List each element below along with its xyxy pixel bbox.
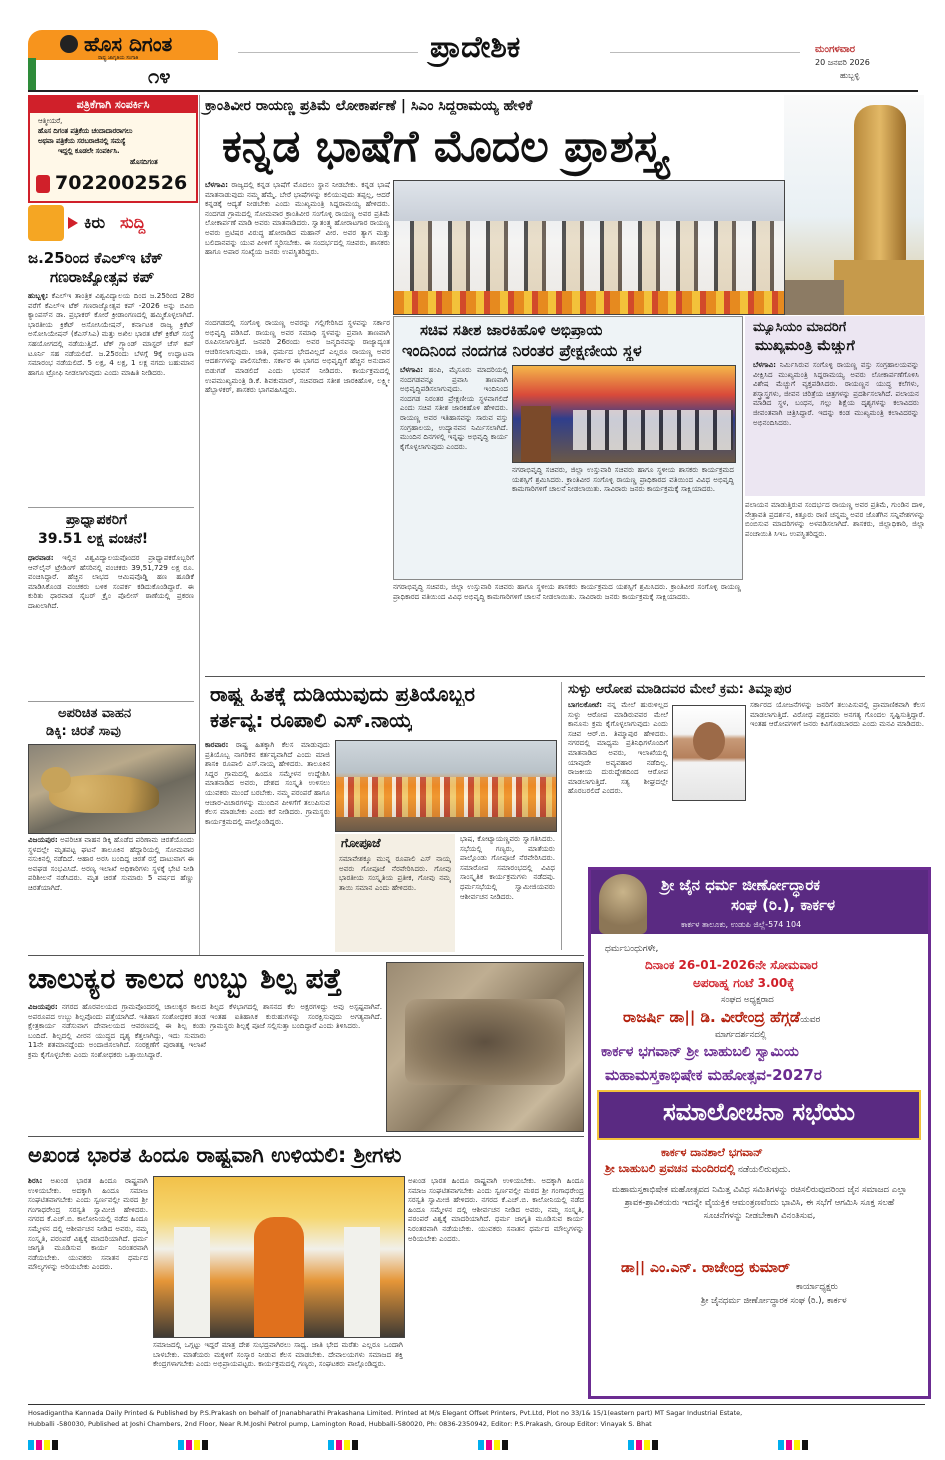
chalukya-body — [28, 1002, 206, 1130]
swamiji-right-person — [344, 1227, 380, 1337]
lead-bottom-body — [393, 582, 741, 670]
rupali-timmapur-divider — [561, 682, 562, 950]
sub-story-box — [393, 316, 743, 580]
footer-line2: Hubballi -580030, Published at Joshi Chambers, 2nd Floor, Near R.M.Joshi Petrol pump, Lamington Road, Hubballi-580020, Ph: 0836-2350942, Editor: P.S.Prakash, Group Editor: Vinayak S. Bhat — [28, 1420, 652, 1428]
gopuje-text: ಸಮಾವೇಶಕ್ಕೂ ಮುನ್ನ ರೂಪಾಲಿ ಎಸ್ ನಾಯ್ಕ ಅವರು ಗೋಪೂಜೆ ನೆರವೇರಿಸಿದರು. ಗೋವು ಭಾರತೀಯ ಸಂಸ್ಕೃತಿಯ ಪ್ರತೀಕ, ಗೋವು ನಮ್ಮ ತಾಯಿ ಸಮಾನ ಎಂದು ಹೇಳಿದರು. — [339, 854, 451, 892]
chalukya-text-2: ಶಿಲ್ಪದ ಕೆಳಭಾಗದಲ್ಲಿ ಶಾಸನದ ಕೆಲ ಅಕ್ಷರಗಳಿದ್ದು ಅವು ಅಸ್ಪಷ್ಟವಾಗಿವೆ. ಇಂತಹ ಐತಿಹಾಸಿಕ ಕುರುಹುಗಳನ್ನು ಸಂರಕ್ಷಿಸುವುದು ಅಗತ್ಯವಾಗಿದೆ. ಗ್ರಾಮಸ್ಥರು ಶಿಲ್ಪಕ್ಕೆ ಪೂಜೆ ಸಲ್ಲಿಸುತ್ತಾ ಬಂದಿದ್ದಾರೆ ಎಂದು ತಿಳಿಸಿದರು. — [210, 1002, 382, 1031]
ceremony-people-row — [394, 221, 784, 301]
rupali-text: ರಾಷ್ಟ್ರ ಹಿತಕ್ಕಾಗಿ ಕೆಲಸ ಮಾಡುವುದು ಪ್ರತಿಯೊಬ್ಬ ನಾಗರಿಕನ ಕರ್ತವ್ಯವಾಗಿದೆ ಎಂದು ಮಾಜಿ ಶಾಸಕಿ ರೂಪಾಲಿ ಎಸ್.ನಾಯ್ಕ ಹೇಳಿದರು. ತಾಲೂಕಿನ ಸಿದ್ದರ ಗ್ರಾಮದಲ್ಲಿ ಹಿಂದೂ ಸಮ್ಮೇಳನ ಉದ್ದೇಶಿಸಿ ಮಾತನಾಡಿದ ಅವರು, ದೇಶದ ಸಂಸ್ಕೃತಿ ಉಳಿಸಲು ಯುವಕರು ಮುಂದೆ ಬರಬೇಕು. ನಮ್ಮ ಪರಂಪರೆ ಹಾಗೂ ಆಚಾರ-ವಿಚಾರಗಳನ್ನು ಮುಂದಿನ ಪೀಳಿಗೆಗೆ ತಲುಪಿಸುವ ಕೆಲಸ ಮಾಡಬೇಕು ಎಂದು ಕರೆ ನೀಡಿದರು. ಗ್ರಾಮಸ್ಥರು ಕಾರ್ಯಕ್ರಮದಲ್ಲಿ ಪಾಲ್ಗೊಂಡಿದ್ದರು. — [205, 740, 330, 826]
lead-body-col2 — [205, 318, 390, 648]
brief1-text: ಕೆಎಲ್‌ಇ ತಾಂತ್ರಿಕ ವಿಶ್ವವಿದ್ಯಾಲಯ ದಿಂದ ಜ.25ರಿಂದ 28ರ ವರೆಗೆ ಕೆಎಲ್‌ಇ ಟೆಕ್ ಗಣರಾಜ್ಯೋತ್ಸವ ಕಪ್ -2026 ಅನ್ನು ಬಿವಿಬಿ ಕ್ಯಾಂಪಸ್‌ನ ಡಾ. ಪ್ರಭಾಕರ್ ಕೋರೆ ಕ್ರೀಡಾಂಗಣದಲ್ಲಿ ಹಮ್ಮಿಕೊಳ್ಳಲಾಗಿದೆ. ಭಾರತೀಯ ಕ್ರಿಕೆಟ್ ಅಸೋಸಿಯೇಷನ್, ಕರ್ನಾಟಕ ರಾಜ್ಯ ಕ್ರಿಕೆಟ್ ಅಸೋಸಿಯೇಷನ್ (ಕೆಎಸ್‌ಸಿಎ) ಮತ್ತು ಅಖಿಲ ಭಾರತ ಟೆಕ್ ಕ್ರಿಕೆಟ್ ಸಂಸ್ಥೆ ಸಹಯೋಗದಲ್ಲಿ ನಡೆಯುತ್ತಿದೆ. ಟೆಕ್ ಗ್ರ್ಯಾಂಡ್ ಮಾಸ್ಟರ್ ಚೆಸ್ ಕಪ್ ಟೂರ್ನಿ ಸಹ ನಡೆಯಲಿದೆ. ಜ.25ರಂದು ಬೆಳಗ್ಗೆ 9ಕ್ಕೆ ಉದ್ಘಾಟನಾ ಸಮಾರಂಭ ನಡೆಯಲಿದೆ. 5 ಲಕ್ಷ, 4 ಲಕ್ಷ, 1 ಲಕ್ಷ ನಗದು ಬಹುಮಾನ ಹಾಗೂ ಟ್ರೋಫಿ ನೀಡಲಾಗುವುದು ಎಂದು ಮಾಹಿತಿ ನೀಡಿದರು. — [28, 291, 194, 377]
akhanda-dateline: ಶಿರಸಿ: — [28, 1176, 43, 1185]
statue-photo — [784, 95, 924, 315]
ad-banner-text: ಸಮಾಲೋಚನಾ ಸಭೆಯು — [662, 1098, 855, 1126]
ad-venue-line2 — [605, 1162, 791, 1176]
chalukya-dateline: ವಿಜಯಪುರ: — [28, 1002, 58, 1011]
contact-phone: 7022002526 — [55, 172, 188, 194]
brief3-dateline: ವಿಜಯಪುರ: — [28, 835, 58, 844]
logo-tagline: ರಾಷ್ಟ್ರ ಜಾಗೃತಿಯ ಸಂಗಾತಿ — [98, 55, 139, 61]
masthead-bottom-rule — [28, 90, 918, 92]
lead-body-col1 — [205, 180, 390, 315]
lead-text-col2: ನಂದಗಡದಲ್ಲಿ ಸಂಗೊಳ್ಳಿ ರಾಯಣ್ಣ ಅವರನ್ನು ಗಲ್ಲಿಗೇರಿಸಿದ ಸ್ಥಳವನ್ನು ಸರ್ಕಾರ ಅಭಿವೃದ್ಧಿ ಪಡಿಸಿದೆ. ರಾಯಣ್ಣ ಅವರ ಸಮಾಧಿ ಸ್ಥಳವನ್ನು ಪ್ರವಾಸಿ ತಾಣವಾಗಿ ರೂಪಿಸಲಾಗುತ್ತಿದೆ. ಜನವರಿ 26ರಂದು ಅವರ ಜನ್ಮದಿನವನ್ನು ರಾಜ್ಯಾದ್ಯಂತ ಆಚರಿಸಲಾಗುವುದು. ಜಾತಿ, ಧರ್ಮದ ಭೇದವಿಲ್ಲದೆ ಎಲ್ಲರೂ ರಾಯಣ್ಣ ಅವರ ಆದರ್ಶಗಳನ್ನು ಪಾಲಿಸಬೇಕು. ಸರ್ಕಾರ ಈ ಭಾಗದ ಅಭಿವೃದ್ಧಿಗೆ ಹೆಚ್ಚಿನ ಅನುದಾನ ಬಿಡುಗಡೆ ಮಾಡಲಿದೆ ಎಂದು ಭರವಸೆ ನೀಡಿದರು. ಕಾರ್ಯಕ್ರಮದಲ್ಲಿ ಉಪಮುಖ್ಯಮಂತ್ರಿ ಡಿ.ಕೆ. ಶಿವಕುಮಾರ್, ಸಚಿವರಾದ ಸತೀಶ ಜಾರಕಿಹೊಳಿ, ಲಕ್ಷ್ಮೀ ಹೆಬ್ಬಾಳಕರ್, ಶಾಸಕರು ಭಾಗವಹಿಸಿದ್ದರು. — [205, 318, 390, 395]
brief3-text: ಅಪರಿಚಿತ ವಾಹನ ಡಿಕ್ಕಿ ಹೊಡೆದ ಪರಿಣಾಮ ಚಿರತೆಯೊಂದು ಸ್ಥಳದಲ್ಲೇ ಮೃತಪಟ್ಟ ಘಟನೆ ತಾಲೂಕಿನ ಹೆದ್ದಾರಿಯಲ್ಲಿ ಸೋಮವಾರ ನಸುಕಿನಲ್ಲಿ ನಡೆದಿದೆ. ಆಹಾರ ಅರಸಿ ಬಂದಿದ್ದ ಚಿರತೆ ರಸ್ತೆ ದಾಟುವಾಗ ಈ ಅವಘಡ ಸಂಭವಿಸಿದೆ. ಅರಣ್ಯ ಇಲಾಖೆ ಅಧಿಕಾರಿಗಳು ಸ್ಥಳಕ್ಕೆ ಭೇಟಿ ನೀಡಿ ಪರಿಶೀಲನೆ ನಡೆಸಿದರು. ಮೃತ ಚಿರತೆ ಸುಮಾರು 5 ವರ್ಷದ ಹೆಣ್ಣು ಚಿರತೆಯಾಗಿದೆ. — [28, 835, 194, 892]
brief2-dateline: ಧಾರವಾಡ: — [28, 553, 54, 562]
side-story-headline-1: ಮ್ಯೂಸಿಯಂ ಮಾದರಿಗೆ — [753, 320, 847, 335]
relief-sculpture-photo — [386, 962, 584, 1132]
satish-stage-people — [573, 410, 733, 450]
side-story-body — [753, 360, 919, 492]
lead-bottom-rule — [205, 676, 925, 677]
brief1-headline-2: ಗಣರಾಜ್ಯೋತ್ಸವ ಕಪ್ — [50, 268, 155, 286]
contact-box-title: ಪತ್ರಿಕೆಗಾಗಿ ಸಂಪರ್ಕಿಸಿ — [30, 97, 196, 113]
ad-presidency: ಸಂಘದ ಅಧ್ಯಕ್ಷರಾದ — [721, 995, 774, 1005]
ad-appeal: ಮಹಾಮಸ್ತಕಾಭಿಷೇಕ ಮಹೋತ್ಸವದ ನಿಮಿತ್ತ ವಿವಿಧ ಸಮಿತಿಗಳನ್ನು ರಚಿಸಲಿರುವುದರಿಂದ ಜೈನ ಸಮಾಜದ ಎಲ್ಲಾ ಶ್ರಾವಕ-ಶ್ರಾವಿಕಯರು ಇದನ್ನೇ ವೈಯಕ್ತಿಕ ಆಮಂತ್ರಣವೆಂದು ಭಾವಿಸಿ, ಈ ಸಭೆಗೆ ಆಗಮಿಸಿ ಸೂಕ್ತ ಸಲಹೆ ಸೂಚನೆಗಳನ್ನು ನೀಡಬೇಕಾಗಿ ವಿನಂತಿಸುವ, — [612, 1185, 907, 1221]
ad-event-line2: ಮಹಾಮಸ್ತಕಾಭಿಷೇಕ ಮಹೋತ್ಸವ-2027ರ — [605, 1066, 822, 1084]
akhanda-body-photo-caption — [153, 1340, 403, 1400]
satish-podium — [521, 406, 551, 462]
contact-line1: ಆತ್ಮೀಯರೆ, — [38, 117, 63, 125]
ad-chief — [623, 1008, 820, 1026]
akhanda-body-3 — [408, 1176, 584, 1400]
swamiji-left-person — [174, 1227, 210, 1337]
edition: ಹುಬ್ಬಳ್ಳಿ — [840, 71, 860, 80]
ad-chief-name: ರಾಜರ್ಷಿ ಡಾ|| ಡಿ. ವೀರೇಂದ್ರ ಹೆಗ್ಗಡೆ — [623, 1008, 801, 1026]
section-title: ಪ್ರಾದೇಶಿಕ — [430, 30, 521, 65]
bahubali-icon — [599, 874, 647, 934]
ad-venue-name: ಶ್ರೀ ಬಾಹುಬಲಿ ಪ್ರವಚನ ಮಂದಿರದಲ್ಲಿ — [605, 1162, 736, 1175]
mid-bottom-rule — [28, 955, 584, 956]
brief2-headline-2: 39.51 ಲಕ್ಷ ವಂಚನೆ! — [38, 531, 149, 547]
akhanda-body — [28, 1176, 148, 1400]
gopuje-box — [335, 834, 455, 952]
side-story-box — [745, 316, 925, 496]
lead-headline: ಕನ್ನಡ ಭಾಷೆಗೆ ಮೊದಲ ಪ್ರಾಶಸ್ತ್ಯ — [222, 121, 666, 172]
date: 20 ಜನವರಿ 2026 — [815, 58, 870, 67]
phone-icon — [36, 175, 50, 193]
brief-divider-2 — [28, 701, 194, 702]
ad-org-line2: ಸಂಘ (ರಿ.), ಕಾರ್ಕಳ — [731, 896, 836, 914]
ad-greeting: ಧರ್ಮಬಂಧುಗಳೇ, — [605, 944, 659, 954]
left-column-divider — [199, 95, 200, 955]
ad-date-line: ದಿನಾಂಕ 26-01-2026ನೇ ಸೋಮವಾರ — [645, 958, 818, 972]
contact-box — [28, 95, 198, 203]
chalukya-bottom-rule — [28, 1136, 584, 1137]
timmapur-dateline: ಬಾಗಲಕೋಟೆ: — [568, 700, 603, 709]
sub-story-headline-1: ಸಚಿವ ಸತೀಶ ಜಾರಕಿಹೊಳಿ ಅಭಿಪ್ರಾಯ — [420, 321, 603, 339]
timmapur-body — [568, 700, 668, 860]
brief2-text: ಇಲ್ಲಿನ ವಿಶ್ವವಿದ್ಯಾಲಯವೊಂದರ ಪ್ರಾಧ್ಯಾಪಕರೊಬ್ಬರಿಗೆ ಆನ್‌ಲೈನ್ ಟ್ರೇಡಿಂಗ್ ಹೆಸರಿನಲ್ಲಿ ವಂಚಕರು 39,51,729 ಲಕ್ಷ ರೂ. ವಂಚಿಸಿದ್ದಾರೆ. ಹೆಚ್ಚಿನ ಲಾಭದ ಆಮಿಷವೊಡ್ಡಿ ಹಣ ಹೂಡಿಕೆ ಮಾಡಿಸಿಕೊಂಡ ವಂಚಕರು ಬಳಿಕ ಸಂಪರ್ಕ ಕಡಿದುಕೊಂಡಿದ್ದಾರೆ. ಈ ಕುರಿತು ಧಾರವಾಡ ಸೈಬರ್ ಕ್ರೈಂ ಪೊಲೀಸ್ ಠಾಣೆಯಲ್ಲಿ ಪ್ರಕರಣ ದಾಖಲಾಗಿದೆ. — [28, 553, 194, 610]
kirusuddi-pointer — [68, 217, 78, 229]
side-story-text: ನಿರ್ಮಿಸಿರುವ ಸಂಗೊಳ್ಳಿ ರಾಯಣ್ಣ ವಸ್ತು ಸಂಗ್ರಹಾಲಯವನ್ನು ವೀಕ್ಷಿಸಿದ ಮುಖ್ಯಮಂತ್ರಿ ಸಿದ್ದರಾಮಯ್ಯ ಅವರು ಲೋಕಾರ್ಪಣೆಗೊಳಿಸಿ ವಿಶೇಷ ಮೆಚ್ಚುಗೆ ವ್ಯಕ್ತಪಡಿಸಿದರು. ರಾಯಣ್ಣನ ಯುದ್ಧ ಕಲೆಗಳು, ಶಸ್ತ್ರಾಸ್ತ್ರಗಳು, ಜೀವನ ಚರಿತ್ರೆಯ ಚಿತ್ರಗಳನ್ನು ಪ್ರದರ್ಶಿಸಲಾಗಿದೆ. ಪಲಾಯನ ಮಾಡಿದ ಸ್ಥಳ, ಬಂಧನ, ಗಲ್ಲು ಶಿಕ್ಷೆಯ ದೃಶ್ಯಗಳನ್ನು ಕಲಾವಿದರು ಜೀವಂತವಾಗಿ ಚಿತ್ರಿಸಿದ್ದಾರೆ. ಇದನ್ನು ಕಂಡ ಮುಖ್ಯಮಂತ್ರಿ ಕಲಾವಿದರನ್ನು ಅಭಿನಂದಿಸಿದರು. — [753, 360, 919, 427]
side-story-headline-2: ಮುಖ್ಯಮಂತ್ರಿ ಮೆಚ್ಚುಗೆ — [755, 338, 855, 354]
brief1-body — [28, 291, 194, 503]
swamiji-figure — [254, 1217, 304, 1337]
chalukya-headline: ಚಾಲುಕ್ಯರ ಕಾಲದ ಉಬ್ಬು ಶಿಲ್ಪ ಪತ್ತೆ — [28, 962, 342, 995]
satish-photo — [512, 365, 736, 463]
side-story-body-2 — [745, 500, 925, 672]
rupali-dateline: ಕಾರವಾರ: — [205, 740, 229, 749]
footer-line1: Hosadigantha Kannada Daily Printed & Published by P.S.Prakash on behalf of Jnanabharathi Prakashana Limited. Printed at M/s Elegant Offset Printers, Pvt.Ltd, Plot no 33/1& 15/1(eastern part) MT Sagar Industrial Estate, — [28, 1409, 743, 1417]
lead-dateline: ಬೆಳಗಾವಿ: — [205, 180, 229, 189]
brief-divider-1 — [28, 507, 194, 508]
rupali-text-2: ಭಾಷ, ಕೋಟ್ಯಾಯಣ್ಣವರು ಸ್ವಾಗತಿಸಿದರು. ಸಭೆಯಲ್ಲಿ ಗಣ್ಯರು, ಮಾತೆಯರು ಪಾಲ್ಗೊಂಡು ಗೋಪೂಜೆ ನೆರವೇರಿಸಿದರು. ಸಮಾರೋಪ ಸಮಾರಂಭದಲ್ಲಿ ವಿವಿಧ ಸಾಂಸ್ಕೃತಿಕ ಕಾರ್ಯಕ್ರಮಗಳು ನಡೆದವು. ಧರ್ಮಸಭೆಯಲ್ಲಿ ಸ್ವಾಮೀಜಿಯವರು ಆಶೀರ್ವಚನ ನೀಡಿದರು. — [460, 834, 555, 901]
lead-text-col1: ರಾಜ್ಯದಲ್ಲಿ ಕನ್ನಡ ಭಾಷೆಗೆ ಮೊದಲು ಸ್ಥಾನ ನೀಡಬೇಕು. ಕನ್ನಡ ಭಾಷೆ ಮಾತನಾಡುವುದು ನಮ್ಮ ಹೆಮ್ಮೆ. ಬೇರೆ ಭಾಷೆಗಳನ್ನು ಕಲಿಯುವುದು ತಪ್ಪಲ್ಲ, ಆದರೆ ಕನ್ನಡಕ್ಕೆ ಆದ್ಯತೆ ನೀಡಬೇಕು ಎಂದು ಮುಖ್ಯಮಂತ್ರಿ ಸಿದ್ದರಾಮಯ್ಯ ಹೇಳಿದರು. ನಂದಗಡ ಗ್ರಾಮದಲ್ಲಿ ಸೋಮವಾರ ಕ್ರಾಂತಿವೀರ ಸಂಗೊಳ್ಳಿ ರಾಯಣ್ಣ ಅವರ ಪ್ರತಿಮೆ ಲೋಕಾರ್ಪಣೆ ಮಾಡಿ ಅವರು ಮಾತನಾಡಿದರು. ಸ್ವಾತಂತ್ರ್ಯ ಹೋರಾಟಗಾರ ರಾಯಣ್ಣ ಅವರು ಬ್ರಿಟಿಷರ ವಿರುದ್ಧ ಹೋರಾಡಿದ ಮಹಾನ್ ವೀರ. ಅವರ ತ್ಯಾಗ ಮತ್ತು ಬಲಿದಾನವನ್ನು ಯುವ ಪೀಳಿಗೆ ಸ್ಮರಿಸಬೇಕು. ಈ ಸಂದರ್ಭದಲ್ಲಿ ಸಚಿವರು, ಶಾಸಕರು ಹಾಗೂ ಅಪಾರ ಸಂಖ್ಯೆಯ ಜನರು ಉಪಸ್ಥಿತರಿದ್ದರು. — [205, 180, 390, 257]
jain-ad — [588, 867, 931, 1399]
ad-guidance: ಮಾರ್ಗದರ್ಶನದಲ್ಲಿ — [715, 1030, 767, 1040]
brief3-headline-2: ಡಿಕ್ಕಿ: ಚಿರತೆ ಸಾವು — [46, 724, 121, 739]
rupali-body — [205, 740, 330, 952]
logo-sun-icon — [60, 35, 78, 53]
brief1-dateline: ಹುಬ್ಬಳ್ಳಿ: — [28, 291, 49, 300]
contact-line4: ಇದ್ದಲ್ಲಿ ಕೂಡಲೇ ಸಂಪರ್ಕಿಸಿ. — [58, 147, 120, 155]
timmapur-face — [693, 722, 725, 760]
timmapur-text: ನನ್ನ ಮೇಲೆ ಹುರುಳಿಲ್ಲದ ಸುಳ್ಳು ಆರೋಪ ಮಾಡಿರುವವರ ಮೇಲೆ ಕಾನೂನು ಕ್ರಮ ಕೈಗೊಳ್ಳಲಾಗುವುದು ಎಂದು ಸಚಿವ ಆರ್.ಬಿ. ತಿಮ್ಮಾಪುರ ಹೇಳಿದರು. ನಗರದಲ್ಲಿ ಮಾಧ್ಯಮ ಪ್ರತಿನಿಧಿಗಳೊಂದಿಗೆ ಮಾತನಾಡಿದ ಅವರು, ಇಲಾಖೆಯಲ್ಲಿ ಯಾವುದೇ ಅವ್ಯವಹಾರ ನಡೆದಿಲ್ಲ. ರಾಜಕೀಯ ದುರುದ್ದೇಶದಿಂದ ಆರೋಪ ಮಾಡಲಾಗುತ್ತಿದೆ. ಸತ್ಯ ಶೀಘ್ರದಲ್ಲೇ ಹೊರಬರಲಿದೆ ಎಂದರು. — [568, 700, 668, 796]
rupali-headline-2: ಕರ್ತವ್ಯ: ರೂಪಾಲಿ ಎಸ್.ನಾಯ್ಕ — [210, 708, 413, 732]
ad-secretary-title: ಕಾರ್ಯಾಧ್ಯಕ್ಷರು — [796, 1282, 838, 1292]
brief2-body — [28, 553, 194, 699]
statue-figure — [854, 105, 906, 265]
ad-secretary: ಡಾ|| ಎಂ.ಎನ್. ರಾಜೇಂದ್ರ ಕುಮಾರ್ — [621, 1260, 791, 1276]
brief3-body — [28, 835, 194, 951]
masthead-logo-block — [28, 30, 218, 92]
sub-story-text-2: ನಗರಾಭಿವೃದ್ಧಿ ಸಚಿವರು, ಜಿಲ್ಲಾ ಉಸ್ತುವಾರಿ ಸಚಿವರು ಹಾಗೂ ಸ್ಥಳೀಯ ಶಾಸಕರು ಕಾರ್ಯಕ್ರಮದ ಯಶಸ್ಸಿಗೆ ಶ್ರಮಿಸಿದರು. ಕ್ರಾಂತಿವೀರ ಸಂಗೊಳ್ಳಿ ರಾಯಣ್ಣ ಪ್ರಾಧಿಕಾರದ ವತಿಯಿಂದ ವಿವಿಧ ಅಭಿವೃದ್ಧಿ ಕಾಮಗಾರಿಗಳಿಗೆ ಚಾಲನೆ ನೀಡಲಾಯಿತು. ಸಾವಿರಾರು ಜನರು ಕಾರ್ಯಕ್ರಮಕ್ಕೆ ಸಾಕ್ಷಿಯಾದರು. — [512, 465, 734, 494]
ad-time-line: ಅಪರಾಹ್ನ ಗಂಟೆ 3.00ಕ್ಕೆ — [693, 976, 795, 990]
timmapur-body-2 — [750, 700, 925, 860]
timmapur-photo — [672, 705, 746, 801]
chalukya-text: ನಗರದ ಹೊರವಲಯದ ಗ್ರಾಮವೊಂದರಲ್ಲಿ ಚಾಲುಕ್ಯರ ಕಾಲದ ಅಪರೂಪದ ಉಬ್ಬು ಶಿಲ್ಪವೊಂದು ಪತ್ತೆಯಾಗಿದೆ. ಇತಿಹಾಸ ಸಂಶೋಧಕರ ತಂಡ ಕ್ಷೇತ್ರಕಾರ್ಯ ನಡೆಸುವಾಗ ದೇವಾಲಯದ ಆವರಣದಲ್ಲಿ ಈ ಶಿಲ್ಪ ಕಂಡು ಬಂದಿದೆ. ಶಿಲ್ಪದಲ್ಲಿ ವೀರನ ಯುದ್ಧದ ದೃಶ್ಯ ಕೆತ್ತಲಾಗಿದ್ದು, ಇದು ಸುಮಾರು 11ನೇ ಶತಮಾನದ್ದೆಂದು ಅಂದಾಜಿಸಲಾಗಿದೆ. ಸಂರಕ್ಷಣೆಗೆ ಪುರಾತತ್ವ ಇಲಾಖೆ ಕ್ರಮ ಕೈಗೊಳ್ಳಬೇಕು ಎಂದು ಸಂಶೋಧಕರು ಒತ್ತಾಯಿಸಿದ್ದಾರೆ. — [28, 1002, 206, 1059]
rupali-photo — [335, 740, 557, 832]
masthead — [0, 0, 945, 92]
section-rule-right — [610, 52, 800, 53]
ceremony-flowers — [394, 291, 784, 314]
sub-story-body — [400, 365, 508, 575]
kirusuddi-part2: ಸುದ್ದಿ — [120, 213, 146, 232]
akhanda-text-2: ಸಮಾಜದಲ್ಲಿ ಒಗ್ಗಟ್ಟು ಇದ್ದರೆ ಮಾತ್ರ ದೇಶ ಸುಭದ್ರವಾಗಿರಲು ಸಾಧ್ಯ. ಜಾತಿ ಭೇದ ಮರೆತು ಎಲ್ಲರೂ ಒಂದಾಗಿ ಬಾಳಬೇಕು. ಮಾತೆಯರು ಮಕ್ಕಳಿಗೆ ಸಂಸ್ಕಾರ ನೀಡುವ ಕೆಲಸ ಮಾಡಬೇಕು. ದೇವಾಲಯಗಳು ಸಮಾಜದ ಶಕ್ತಿ ಕೇಂದ್ರಗಳಾಗಬೇಕು ಎಂದು ಅಭಿಪ್ರಾಯಪಟ್ಟರು. ಕಾರ್ಯಕ್ರಮದಲ್ಲಿ ಗಣ್ಯರು, ಸಂಘಟಕರು ಪಾಲ್ಗೊಂಡಿದ್ದರು. — [153, 1340, 403, 1369]
akhanda-headline: ಅಖಂಡ ಭಾರತ ಹಿಂದೂ ರಾಷ್ಟ್ರವಾಗಿ ಉಳಿಯಲಿ: ಶ್ರೀಗಳು — [28, 1143, 402, 1167]
kirusuddi-part1: ಕಿರು — [84, 213, 106, 232]
swamiji-photo — [153, 1176, 405, 1338]
ad-banner — [597, 1090, 921, 1140]
ad-address: ಕಾರ್ಕಳ ತಾಲೂಕು, ಉಡುಪಿ ಜಿಲ್ಲೆ-574 104 — [681, 920, 802, 929]
page-number: ೧೪ — [148, 64, 171, 88]
gopuje-body — [339, 854, 451, 950]
rupali-body-2 — [460, 834, 555, 952]
ad-event-line1: ಕಾರ್ಕಳ ಭಗವಾನ್ ಶ್ರೀ ಬಾಹುಬಲಿ ಸ್ವಾಮಿಯ — [601, 1044, 799, 1060]
sub-story-body-2 — [512, 465, 734, 575]
kirusuddi-label — [28, 205, 194, 241]
statue-pedestal — [834, 260, 924, 315]
hand-pointer-icon — [28, 205, 64, 241]
side-story-text-2: ಪಲಾಯನ ಮಾಡುತ್ತಿರುವ ಸಂದರ್ಭದ ರಾಯಣ್ಣ ಅವರ ಪ್ರತಿಮೆ, ಗುಂಡಿನ ದಾಳಿ, ನೇತ್ರಾವತಿ ಪ್ರದರ್ಶನ, ಕಿತ್ತೂರು ರಾಣಿ ಚನ್ನಮ್ಮ ಅವರ ಜೊತೆಗಿನ ಸನ್ನಿವೇಶಗಳನ್ನು ಬಿಂಬಿಸುವ ಮಾದರಿಗಳನ್ನು ಅಳವಡಿಸಲಾಗಿದೆ. ಶಾಸಕರು, ಜಿಲ್ಲಾಧಿಕಾರಿ, ಜಿಲ್ಲಾ ಪಂಚಾಯಿತಿ ಸಿಇಒ ಉಪಸ್ಥಿತರಿದ್ದರು. — [745, 500, 925, 538]
footer-rule — [28, 1404, 925, 1405]
relief-panel — [405, 999, 565, 1085]
leopard-head — [41, 767, 71, 793]
ad-venue-line1: ಕಾರ್ಕಳ ದಾನಶಾಲೆ ಭಗವಾನ್ — [661, 1146, 763, 1159]
rupali-headline-1: ರಾಷ್ಟ್ರ ಹಿತಕ್ಕೆ ದುಡಿಯುವುದು ಪ್ರತಿಯೊಬ್ಬರ — [210, 682, 475, 706]
weekday: ಮಂಗಳವಾರ — [815, 44, 856, 55]
ad-venue-suffix: ನಡೆಯಲಿರುವುದು. — [735, 1165, 791, 1175]
brief1-headline-1: ಜ.25ರಿಂದ ಕೆಎಲ್‌ಇ ಟೆಕ್ — [28, 249, 163, 267]
timmapur-headline: ಸುಳ್ಳು ಆರೋಪ ಮಾಡಿದವರ ಮೇಲೆ ಕ್ರಮ: ತಿಮ್ಮಾಪುರ — [568, 682, 792, 697]
rupali-crowd — [336, 777, 556, 817]
contact-sign: ಹೊಸದಿಗಂತ — [130, 158, 158, 166]
ad-secretary-org: ಶ್ರೀ ಜೈನಧರ್ಮ ಜೀರ್ಣೋದ್ಧಾರಕ ಸಂಘ (ರಿ.), ಕಾರ್ಕಳ — [701, 1296, 847, 1306]
lead-kicker-text: ಕ್ರಾಂತಿವೀರ ರಾಯಣ್ಣ ಪ್ರತಿಮೆ ಲೋಕಾರ್ಪಣೆ | ಸಿಎಂ ಸಿದ್ದರಾಮಯ್ಯ ಹೇಳಿಕೆ — [205, 98, 533, 114]
logo-text: ಹೊಸ ದಿಗಂತ — [84, 32, 173, 56]
akhanda-text-3: ಅಖಂಡ ಭಾರತ ಹಿಂದೂ ರಾಷ್ಟ್ರವಾಗಿ ಉಳಿಯಬೇಕು. ಅದಕ್ಕಾಗಿ ಹಿಂದೂ ಸಮಾಜ ಸಂಘಟಿತವಾಗಬೇಕು ಎಂದು ಸ್ವರ್ಣವಲ್ಲೀ ಮಠದ ಶ್ರೀ ಗಂಗಾಧರೇಂದ್ರ ಸರಸ್ವತಿ ಸ್ವಾಮೀಜಿ ಹೇಳಿದರು. ನಗರದ ಕೆ.ಎಚ್.ಬಿ. ಕಾಲೋನಿಯಲ್ಲಿ ನಡೆದ ಹಿಂದೂ ಸಮ್ಮೇಳನ ದಲ್ಲಿ ಆಶೀರ್ವಚನ ನೀಡಿದ ಅವರು, ನಮ್ಮ ಸಂಸ್ಕೃತಿ, ಪರಂಪರೆ ವಿಶ್ವಕ್ಕೆ ಮಾದರಿಯಾಗಿದೆ. ಧರ್ಮ ಜಾಗೃತಿ ಮೂಡಿಸುವ ಕಾರ್ಯ ನಿರಂತರವಾಗಿ ನಡೆಯಬೇಕು. ಯುವಕರು ಸನಾತನ ಧರ್ಮದ ಮೌಲ್ಯಗಳನ್ನು ಅರಿಯಬೇಕು ಎಂದರು. — [408, 1176, 584, 1243]
lead-bottom-text: ನಗರಾಭಿವೃದ್ಧಿ ಸಚಿವರು, ಜಿಲ್ಲಾ ಉಸ್ತುವಾರಿ ಸಚಿವರು ಹಾಗೂ ಸ್ಥಳೀಯ ಶಾಸಕರು ಕಾರ್ಯಕ್ರಮದ ಯಶಸ್ಸಿಗೆ ಶ್ರಮಿಸಿದರು. ಕ್ರಾಂತಿವೀರ ಸಂಗೊಳ್ಳಿ ರಾಯಣ್ಣ ಪ್ರಾಧಿಕಾರದ ವತಿಯಿಂದ ವಿವಿಧ ಅಭಿವೃದ್ಧಿ ಕಾಮಗಾರಿಗಳಿಗೆ ಚಾಲನೆ ನೀಡಲಾಯಿತು. ಸಾವಿರಾರು ಜನರು ಕಾರ್ಯಕ್ರಮಕ್ಕೆ ಸಾಕ್ಷಿಯಾದರು. — [393, 582, 741, 601]
sub-story-dateline: ಬೆಳಗಾವಿ: — [400, 365, 424, 374]
side-story-dateline: ಬೆಳಗಾವಿ: — [753, 360, 777, 369]
brief2-headline-1: ಪ್ರಾಧ್ಯಾಪಕರಿಗೆ — [66, 512, 128, 528]
contact-line2: ಹೊಸ ದಿಗಂತ ಪತ್ರಿಕೆಯ ಚಂದಾದಾರರಾಗಲು — [38, 127, 133, 135]
registration-marks — [28, 1440, 925, 1450]
sub-story-headline-2: ಇಂದಿನಿಂದ ನಂದಗಡ ನಿರಂತರ ಪ್ರೇಕ್ಷಣೀಯ ಸ್ಥಳ — [402, 341, 642, 360]
sub-story-text: ಹಂಪಿ, ಮೈಸೂರು ಮಾದರಿಯಲ್ಲಿ ನಂದಗಡವನ್ನೂ ಪ್ರವಾಸಿ ತಾಣವಾಗಿ ಅಭಿವೃದ್ಧಿಪಡಿಸಲಾಗುವುದು. ಇಂದಿನಿಂದ ನಂದಗಡ ನಿರಂತರ ಪ್ರೇಕ್ಷಣೀಯ ಸ್ಥಳವಾಗಲಿದೆ ಎಂದು ಸಚಿವ ಸತೀಶ ಜಾರಕಿಹೊಳಿ ಹೇಳಿದರು. ರಾಯಣ್ಣ ಅವರ ಇತಿಹಾಸವನ್ನು ಸಾರುವ ವಸ್ತು ಸಂಗ್ರಹಾಲಯ, ಉದ್ಯಾನವನ ನಿರ್ಮಿಸಲಾಗಿದೆ. ಮುಂದಿನ ದಿನಗಳಲ್ಲಿ ಇನ್ನಷ್ಟು ಅಭಿವೃದ್ಧಿ ಕಾರ್ಯ ಕೈಗೊಳ್ಳಲಾಗುವುದು ಎಂದರು. — [400, 365, 508, 451]
section-rule-left — [238, 52, 418, 53]
timmapur-text-2: ಸರ್ಕಾರದ ಯೋಜನೆಗಳನ್ನು ಜನರಿಗೆ ತಲುಪಿಸುವಲ್ಲಿ ಪ್ರಾಮಾಣಿಕವಾಗಿ ಕೆಲಸ ಮಾಡಲಾಗುತ್ತಿದೆ. ವಿರೋಧ ಪಕ್ಷದವರು ಅನಗತ್ಯ ಗೊಂದಲ ಸೃಷ್ಟಿಸುತ್ತಿದ್ದಾರೆ. ಇಂತಹ ಆರೋಪಗಳಿಗೆ ಜನರು ಕಿವಿಗೊಡಬಾರದು ಎಂದು ಮನವಿ ಮಾಡಿದರು. — [750, 700, 925, 729]
logo-green-bar — [28, 58, 36, 92]
akhanda-text: ಅಖಂಡ ಭಾರತ ಹಿಂದೂ ರಾಷ್ಟ್ರವಾಗಿ ಉಳಿಯಬೇಕು. ಅದಕ್ಕಾಗಿ ಹಿಂದೂ ಸಮಾಜ ಸಂಘಟಿತವಾಗಬೇಕು ಎಂದು ಸ್ವರ್ಣವಲ್ಲೀ ಮಠದ ಶ್ರೀ ಗಂಗಾಧರೇಂದ್ರ ಸರಸ್ವತಿ ಸ್ವಾಮೀಜಿ ಹೇಳಿದರು. ನಗರದ ಕೆ.ಎಚ್.ಬಿ. ಕಾಲೋನಿಯಲ್ಲಿ ನಡೆದ ಹಿಂದೂ ಸಮ್ಮೇಳನ ದಲ್ಲಿ ಆಶೀರ್ವಚನ ನೀಡಿದ ಅವರು, ನಮ್ಮ ಸಂಸ್ಕೃತಿ, ಪರಂಪರೆ ವಿಶ್ವಕ್ಕೆ ಮಾದರಿಯಾಗಿದೆ. ಧರ್ಮ ಜಾಗೃತಿ ಮೂಡಿಸುವ ಕಾರ್ಯ ನಿರಂತರವಾಗಿ ನಡೆಯಬೇಕು. ಯುವಕರು ಸನಾತನ ಧರ್ಮದ ಮೌಲ್ಯಗಳನ್ನು ಅರಿಯಬೇಕು ಎಂದರು. — [28, 1176, 148, 1272]
brief3-headline-1: ಅಪರಿಚಿತ ವಾಹನ — [58, 706, 132, 721]
leopard-photo — [28, 744, 196, 834]
ad-chief-suffix: ಯವರ — [800, 1015, 821, 1025]
gopuje-title: ಗೋಪೂಜೆ — [341, 836, 381, 850]
lead-photo-ceremony — [393, 180, 785, 315]
contact-line3: ಅಥವಾ ಪತ್ರಿಕೆಯ ಸರಬರಾಜಿನಲ್ಲಿ ಸಮಸ್ಯೆ — [38, 137, 126, 145]
statue-crowd — [784, 280, 844, 315]
chalukya-body-2 — [210, 1002, 382, 1130]
ad-org-line1: ಶ್ರೀ ಜೈನ ಧರ್ಮ ಜೀರ್ಣೋದ್ಧಾರಕ — [661, 876, 821, 894]
